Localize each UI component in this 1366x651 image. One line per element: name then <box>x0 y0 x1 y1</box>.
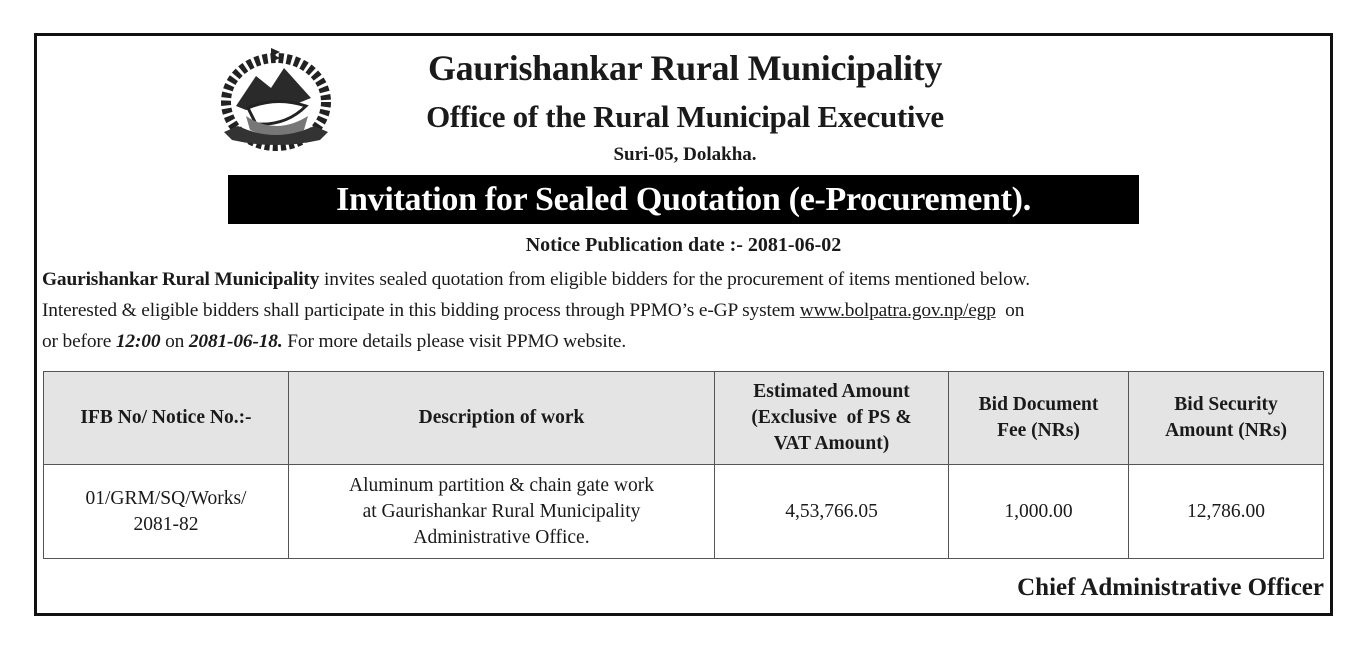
deadline-time: 12:00 <box>115 331 161 352</box>
header-text: Estimated Amount <box>753 381 910 402</box>
publication-date <box>228 230 1139 260</box>
body-line-3-pre: or before <box>42 331 116 352</box>
header-description <box>289 372 715 465</box>
body-line-3-end: For more details please visit PPMO website. <box>282 331 627 352</box>
body-line-2-text: Interested & eligible bidders shall participate in this bidding process through PPMO’s e-GP system <box>42 300 800 321</box>
publication-date-value: 2081-06-02 <box>747 234 842 256</box>
body-line-3 <box>42 326 1332 357</box>
notice-title-banner: Invitation for Sealed Quotation (e-Procurement). <box>228 175 1139 224</box>
header-bid-document-fee <box>949 372 1129 465</box>
header-text: Bid Security <box>1174 394 1278 415</box>
notice-body <box>42 264 1332 357</box>
cell-text: at Gaurishankar Rural Municipality <box>362 500 641 522</box>
table-header-row <box>44 372 1324 465</box>
cell-text: 01/GRM/SQ/Works/ <box>85 487 247 509</box>
cell-estimated-amount: 4,53,766.05 <box>715 465 949 559</box>
body-line-2 <box>42 295 1332 326</box>
cell-text: Aluminum partition & chain gate work <box>349 474 654 496</box>
header-text: Fee (NRs) <box>997 420 1080 441</box>
header-text: Description of work <box>418 407 585 428</box>
cell-bid-security: 12,786.00 <box>1129 465 1324 559</box>
nepal-emblem-icon <box>216 46 336 152</box>
table-row <box>44 465 1324 559</box>
body-line-3-mid: on <box>160 331 189 352</box>
cell-text: Administrative Office. <box>413 526 590 548</box>
works-table <box>43 371 1324 559</box>
cell-bid-document-fee: 1,000.00 <box>949 465 1129 559</box>
header-text: VAT Amount) <box>773 433 890 454</box>
office-address: Suri-05, Dolakha. <box>613 144 757 165</box>
header-text: Amount (NRs) <box>1165 420 1287 441</box>
cell-description <box>289 465 715 559</box>
office-name: Office of the Rural Municipal Executive <box>426 99 944 134</box>
body-organization: Gaurishankar Rural Municipality <box>42 269 320 290</box>
header-text: IFB No/ Notice No.:- <box>80 407 252 428</box>
publication-date-label: Notice Publication date :- <box>525 234 748 256</box>
header-text: Bid Document <box>978 394 1099 415</box>
body-line-2-end: on <box>995 300 1025 321</box>
cell-text: 2081-82 <box>133 513 199 535</box>
body-line-1-text: invites sealed quotation from eligible bidders for the procurement of items mentioned below. <box>319 269 1030 290</box>
header-text: (Exclusive of PS & <box>751 407 912 428</box>
body-line-1 <box>42 264 1332 295</box>
header-bid-security <box>1129 372 1324 465</box>
egp-link[interactable]: www.bolpatra.gov.np/egp <box>799 300 996 321</box>
signatory: Chief Administrative Officer <box>1017 574 1324 601</box>
organization-name: Gaurishankar Rural Municipality <box>427 48 943 88</box>
deadline-date: 2081-06-18. <box>188 331 283 352</box>
header-ifb-no <box>44 372 289 465</box>
header-estimated-amount <box>715 372 949 465</box>
cell-ifb-no <box>44 465 289 559</box>
